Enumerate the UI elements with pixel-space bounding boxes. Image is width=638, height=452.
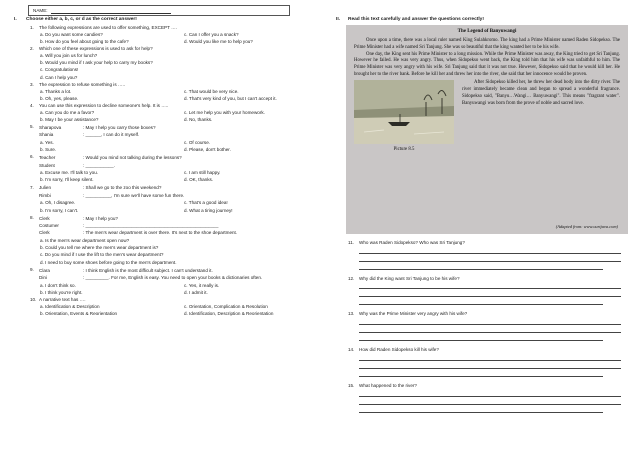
dialog-speaker: Clara (39, 267, 50, 273)
answer-option[interactable]: b. I think you're right. (40, 290, 83, 295)
answer-option[interactable]: b. I'm sorry, I can't. (40, 207, 79, 213)
essay-question (336, 311, 626, 317)
question-number: 2. (30, 46, 34, 52)
dialog-speaker: Clerk (39, 215, 50, 221)
answer-option[interactable]: a. Thanks a lot. (40, 88, 72, 94)
answer-line[interactable] (359, 257, 621, 262)
dialog-speaker: Student (39, 162, 55, 168)
answer-option[interactable]: b. I'm sorry, I'll keep silent. (40, 177, 94, 183)
answer-option[interactable]: a. Do you want some candies? (40, 31, 103, 37)
question-item (14, 215, 310, 237)
answer-option[interactable]: a. I don't think so. (40, 282, 76, 288)
answer-line[interactable] (359, 328, 621, 333)
answer-option[interactable]: d. That's very kind of you, but I can't accept it. (184, 95, 277, 101)
answer-option[interactable]: b. Oh, yes, please. (40, 95, 79, 101)
dialog-line: : May I help you carry those boxes? (83, 125, 156, 131)
dialog-speaker: Sharapova (39, 125, 62, 131)
answer-option[interactable]: c. I am still happy. (184, 169, 221, 175)
question-number: 3. (30, 81, 34, 87)
dialog-line: : ______, I can do it myself. (83, 132, 140, 138)
question-number: 5. (30, 124, 34, 130)
answer-line[interactable] (359, 356, 621, 361)
dialog-speaker: Teacher (39, 155, 56, 161)
answer-options (14, 109, 310, 124)
answer-line[interactable] (359, 320, 621, 325)
answer-option[interactable]: a. Identification & Description (40, 303, 100, 309)
answer-option[interactable]: c. Let me help you with your homework. (184, 109, 265, 115)
question-number: 11. (348, 239, 355, 245)
question-text: Why was the Prime Minister very angry with his wife? (359, 311, 468, 317)
answer-option[interactable]: d. What a tiring journey! (184, 207, 233, 213)
answer-option[interactable]: d. Would you like me to help you? (184, 38, 253, 44)
passage-paragraph: One day, the King sent his Prime Minister to a long mission. While the Prime Minister was away, the King tried to get Sri Tanjung. However he failed. He was very angry. Thus, when Sidopekso went back, the King told him that his wife was unfaithful to him. The Prime Minister was very angry with his wife. Sri Tanjung said that it was not true. However, Sidopekso said that he would kill her. He brought her to the river bank. Before he kill her and threw her into the river, she said that her innocence would be proven. (354, 51, 620, 77)
question-number: 10. (30, 297, 37, 303)
section-multiple-choice (14, 17, 310, 318)
answer-option[interactable]: c. Can I offer you a snack? (184, 31, 239, 37)
section-1-heading: I. Choose either a, b, c, or d as the correct answer! (14, 17, 137, 22)
dialog-line: : The men's wear department is over there. It's next to the shoe department. (83, 230, 238, 236)
dialog-line: : __________, I'm sure we'll have some fun there. (83, 192, 185, 198)
question-number: 8. (30, 214, 34, 220)
passage-paragraph: Once upon a time, there was a local ruler named King Sulahkromo. The king had a Prime Minister named Raden Sidopekso. The Prime Minister had a wife named Sri Tanjung. She was so beautiful that the king wanted her to be his wife. (354, 38, 620, 50)
dialog-line: : May I help you? (83, 215, 118, 221)
question-number: 13. (348, 311, 355, 317)
answer-option[interactable]: d. No, thanks. (184, 117, 213, 123)
answer-line[interactable] (359, 300, 603, 305)
answer-line[interactable] (359, 336, 603, 341)
answer-option[interactable]: a. Yes. (40, 139, 54, 145)
answer-line[interactable] (359, 400, 621, 405)
answer-line[interactable] (359, 249, 621, 254)
dialog-line: : Would you mind not talking during the lessons? (83, 155, 182, 161)
answer-line[interactable] (359, 408, 603, 413)
question-number: 6. (30, 154, 34, 160)
question-number: 12. (348, 275, 355, 281)
answer-option[interactable]: b. Would you mind if I ask your help to carry my books? (40, 60, 153, 66)
reading-passage (346, 25, 628, 234)
answer-option[interactable]: c. Orientation, Complication & Resolution (184, 303, 268, 309)
question-item (14, 46, 310, 52)
name-input-line[interactable] (51, 10, 171, 14)
passage-title: The Legend of Banyuwangi (457, 28, 517, 34)
answer-option[interactable]: a. Can you do me a favor? (40, 109, 95, 115)
question-item (14, 154, 310, 169)
answer-line[interactable] (359, 392, 621, 397)
question-number: 14. (348, 347, 355, 353)
question-text: The expression to refuse something is ….. (39, 81, 126, 87)
answer-option[interactable]: c. That's a good idea! (184, 200, 228, 206)
question-number: 7. (30, 184, 34, 190)
answer-option[interactable]: c. Congratulations! (40, 67, 79, 73)
answer-options (14, 139, 310, 154)
question-number: 15. (348, 382, 355, 388)
answer-option[interactable]: b. How do you feel about going to the cafe? (40, 38, 129, 44)
river-boat-picture (354, 80, 454, 144)
answer-option[interactable]: d. Identification, Description & Reorientation (184, 311, 274, 317)
answer-option[interactable]: d. OK, thanks. (184, 177, 214, 183)
question-item (14, 124, 310, 139)
dialog-speaker: Costumer (39, 222, 59, 228)
answer-option[interactable]: a. Oh, I disagree. (40, 200, 76, 206)
answer-line[interactable] (359, 364, 621, 369)
question-text: Why did the King want Sri Tanjung to be his wife? (359, 275, 460, 281)
dialog-line: : ____________________________________________________ (83, 222, 219, 228)
dialog-speaker: Dini (39, 275, 47, 281)
question-text: You can use this expression to decline someone's help. It is ….. (39, 103, 169, 109)
answer-option[interactable]: d. Can I help you? (40, 74, 78, 80)
answer-options (14, 303, 310, 318)
answer-options (14, 169, 310, 184)
answer-option[interactable]: b. Orientation, Events & Reorientation (40, 311, 118, 317)
question-item (14, 267, 310, 282)
dialog-line: : Shall we go to the zoo this weekend? (83, 185, 162, 191)
question-text: What happened to the river? (359, 382, 417, 388)
question-number: 1. (30, 24, 34, 30)
answer-option[interactable]: a. Excuse me. I'll talk to you. (40, 169, 99, 175)
question-number: 9. (30, 267, 34, 272)
dialog-line: : _________. For me, English is easy. You need to open your books & dictionaries often. (83, 275, 263, 281)
section-reading (336, 17, 626, 413)
picture-caption: Picture 8.5 (393, 147, 415, 153)
essay-question (336, 383, 626, 389)
answer-option[interactable]: c. Yes, it really is. (184, 282, 220, 288)
answer-line[interactable] (359, 284, 621, 289)
essay-question-list (336, 240, 626, 413)
answer-option[interactable]: c. Of course. (184, 139, 211, 145)
answer-options (14, 88, 310, 103)
answer-option[interactable]: d. I need to buy some shoes before going to the men's department. (40, 259, 177, 265)
answer-option[interactable]: b. May I be your assistance? (40, 117, 99, 123)
answer-line[interactable] (359, 372, 603, 377)
answer-line[interactable] (359, 292, 621, 297)
question-item (14, 185, 310, 200)
question-text: Which one of these expressions is used to ask for help? (39, 46, 153, 52)
question-text: How did Raden Sidopekso kill his wife? (359, 347, 439, 353)
answer-option[interactable]: a. Will you join us for lunch? (40, 52, 98, 58)
answer-options (14, 282, 310, 297)
question-text: Who was Raden Sidopekso? Who was Sri Tanjung? (359, 239, 465, 245)
name-box (28, 5, 290, 16)
dialog-speaker: Clerk (39, 230, 50, 236)
dialog-line: : I think English is the most difficult subject. I can't understand it. (83, 267, 213, 273)
question-list (14, 25, 310, 318)
answer-option[interactable]: c. That would be very nice. (184, 88, 239, 94)
answer-option[interactable]: b. Sure. (40, 147, 57, 153)
answer-line[interactable] (359, 265, 603, 270)
name-label: NAME: (33, 8, 48, 13)
dialog-line: : ___________. (83, 162, 115, 168)
answer-option[interactable]: d. Please, don't bother. (184, 147, 231, 153)
answer-option[interactable]: b. Could you tell me where the men's wear department is? (40, 245, 159, 251)
question-number: 4. (30, 103, 34, 109)
essay-question (336, 347, 626, 353)
dialog-speaker: Shania (39, 132, 54, 138)
section-2-heading: II. Read this text carefully and answer the questions correctly! (336, 17, 484, 22)
answer-option[interactable]: a. Is the men's wear department open now? (40, 237, 130, 243)
answer-options (14, 199, 310, 214)
essay-question (336, 276, 626, 282)
dialog-speaker: Rimbi (39, 192, 51, 198)
dialog-speaker: Julien (39, 185, 52, 191)
question-text: The following expressions are used to offer something, EXCEPT …. (39, 24, 177, 30)
answer-option[interactable]: d. I admit it. (184, 290, 208, 295)
passage-paragraph: After Sidopekso killed her, he threw her dead body into the dirty river. The river immediately became clean and began to spread a wonderful fragrance. Sidopekso said, "Banyu…Wangi… Banyuwangi". This means "fragrant water". Banyuwangi was born from the prove of noble and sacred love. (462, 80, 620, 106)
source-credit: (Adapted from: www.ourtjava.com) (555, 224, 618, 230)
question-text: A narrative text has …. (39, 297, 86, 303)
answer-options (14, 31, 310, 46)
answer-option[interactable]: c. Do you mind if I use the lift to the men's wear department? (40, 252, 164, 258)
essay-question (336, 240, 626, 246)
